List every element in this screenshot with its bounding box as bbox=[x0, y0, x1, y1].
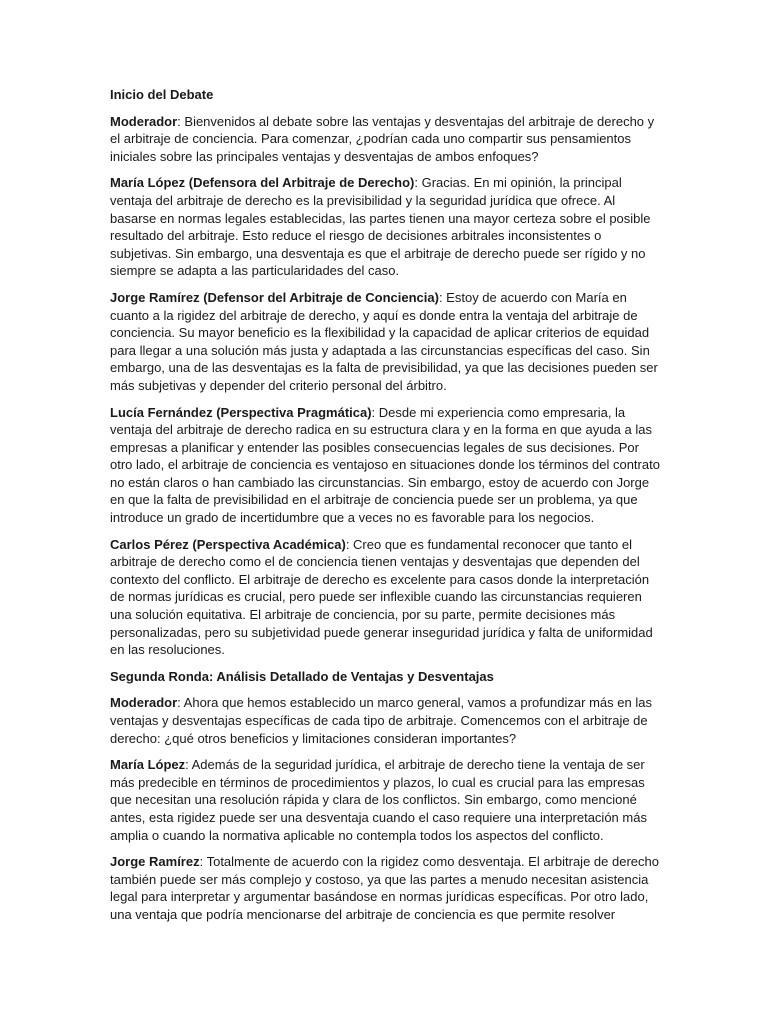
paragraph-text: : Además de la seguridad jurídica, el arbitraje de derecho tiene la ventaja de ser más predecible en términos de procedimientos y plazos, lo cual es crucial para las empresas que necesitan una resolución rápida y clara de los conflictos. Sin embargo, como mencioné antes, esta rigidez puede ser una desventaja cuando el caso requiere una interpretación más amplia o cuando la normativa aplicable no contempla todos los aspectos del conflicto. bbox=[110, 757, 647, 843]
speaker-label: Carlos Pérez (Perspectiva Académica) bbox=[110, 536, 346, 552]
paragraph-moderador-1 bbox=[110, 113, 660, 166]
paragraph-moderador-2 bbox=[110, 694, 660, 747]
paragraph-text: : Ahora que hemos establecido un marco general, vamos a profundizar más en las ventajas y desventajas específicas de cada tipo de arbitraje. Comencemos con el arbitraje de derecho: ¿qué otros beneficios y limitaciones consideran importantes? bbox=[110, 695, 652, 746]
speaker-label: María López bbox=[110, 757, 186, 773]
section-heading-inicio: Inicio del Debate bbox=[110, 87, 214, 102]
speaker-label: Jorge Ramírez bbox=[110, 854, 200, 870]
paragraph-text: : Bienvenidos al debate sobre las ventajas y desventajas del arbitraje de derecho y el arbitraje de conciencia. Para comenzar, ¿podrían cada uno compartir sus pensamientos iniciales sobre las principales ventajas y desventajas de ambos enfoques? bbox=[110, 113, 655, 164]
paragraph-text: : Totalmente de acuerdo con la rigidez como desventaja. El arbitraje de derecho también puede ser más complejo y costoso, ya que las partes a menudo necesitan asistencia legal para interpretar y argumentar basándose en normas jurídicas específicas. Por otro lado, una ventaja que podría mencionarse del arbitraje de conciencia es que permite resolver bbox=[110, 854, 659, 922]
speaker-label: Moderador bbox=[110, 695, 178, 711]
speaker-label: Jorge Ramírez (Defensor del Arbitraje de Conciencia) bbox=[110, 289, 439, 305]
paragraph-jorge-ramirez-2 bbox=[110, 853, 660, 923]
paragraph-maria-lopez-2 bbox=[110, 756, 660, 844]
speaker-label: Moderador bbox=[110, 113, 178, 129]
paragraph-text: : Estoy de acuerdo con María en cuanto a la rigidez del arbitraje de derecho, y aquí es donde entra la ventaja del arbitraje de conciencia. Su mayor beneficio es la flexibilidad y la capacidad de aplicar criterios de equidad para llegar a una solución más justa y adaptada a las circunstancias específicas del caso. Sin embargo, una de las desventajas es la falta de previsibilidad, ya que las decisiones pueden ser más subjetivas y depender del criterio personal del árbitro. bbox=[110, 289, 658, 393]
speaker-label: Lucía Fernández (Perspectiva Pragmática) bbox=[110, 404, 372, 420]
paragraph-text: : Gracias. En mi opinión, la principal ventaja del arbitraje de derecho es la previsibilidad y la seguridad jurídica que ofrece. Al basarse en normas legales establecidas, las partes tienen una mayor certeza sobre el posible resultado del arbitraje. Esto reduce el riesgo de decisiones arbitrales inconsistentes o subjetivas. Sin embargo, una desventaja es que el arbitraje de derecho puede ser rígido y no siempre se adapta a las particularidades del caso. bbox=[110, 175, 651, 279]
paragraph-jorge-ramirez-1 bbox=[110, 289, 660, 395]
paragraph-text: : Creo que es fundamental reconocer que tanto el arbitraje de derecho como el de conciencia tienen ventajas y desventajas que dependen del contexto del conflicto. El arbitraje de derecho es excelente para casos donde la interpretación de normas jurídicas es crucial, pero puede ser inflexible cuando las circunstancias requieren una solución equitativa. El arbitraje de conciencia, por su parte, permite decisiones más personalizadas, pero su subjetividad puede generar inseguridad jurídica y falta de uniformidad en las resoluciones. bbox=[110, 536, 653, 658]
paragraph-text: : Desde mi experiencia como empresaria, la ventaja del arbitraje de derecho radica en su estructura clara y en la forma en que ayuda a las empresas a planificar y entender las posibles consecuencias legales de sus decisiones. Por otro lado, el arbitraje de conciencia es ventajoso en situaciones donde los términos del contrato no están claros o han cambiado las circunstancias. Sin embargo, estoy de acuerdo con Jorge en que la falta de previsibilidad en el arbitraje de conciencia puede ser un problema, ya que introduce un grado de incertidumbre que a veces no es favorable para los negocios. bbox=[110, 404, 660, 526]
paragraph-lucia-fernandez bbox=[110, 404, 660, 527]
document-page bbox=[110, 86, 660, 933]
paragraph-maria-lopez-1 bbox=[110, 174, 660, 280]
speaker-label: María López (Defensora del Arbitraje de Derecho) bbox=[110, 175, 415, 191]
section-heading-segunda-ronda: Segunda Ronda: Análisis Detallado de Ventajas y Desventajas bbox=[110, 668, 494, 684]
paragraph-carlos-perez bbox=[110, 536, 660, 659]
